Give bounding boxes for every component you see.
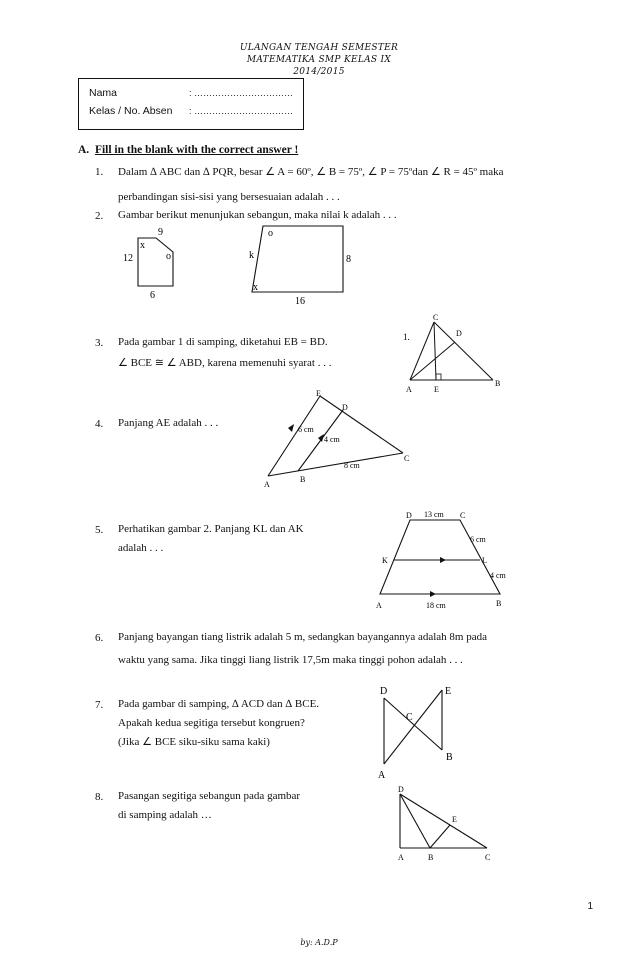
label-ae: 6 cm <box>298 425 314 434</box>
label-16: 16 <box>295 296 305 307</box>
label-top: 9 <box>158 227 163 238</box>
label-E: E <box>434 385 439 394</box>
q4-figure <box>258 388 418 490</box>
header-year: 2014/2015 <box>293 67 345 77</box>
label-B: B <box>495 379 501 388</box>
name-field[interactable]: : …………………………… <box>189 88 294 98</box>
label-B: B <box>428 853 434 862</box>
q6-text <box>118 628 593 670</box>
label-lb: 4 cm <box>490 571 506 580</box>
section-heading <box>78 144 298 156</box>
q4-number: 4. <box>95 418 104 430</box>
label-L: L <box>482 556 487 565</box>
label-E: E <box>452 815 457 824</box>
q2-left-figure <box>118 227 198 301</box>
q7-line: Apakah kedua segitiga tersebut kongruen? <box>118 717 305 729</box>
label-C: C <box>406 712 413 723</box>
q2-right-figure <box>240 222 360 307</box>
label-cl: 6 cm <box>470 535 486 544</box>
section-letter: A. <box>78 144 90 156</box>
label-A: A <box>264 480 270 489</box>
q5-number: 5. <box>95 524 104 536</box>
label-K: K <box>382 556 388 565</box>
label-C: C <box>485 853 491 862</box>
q8-number: 8. <box>95 791 104 803</box>
q8-line: Pasangan segitiga sebangun pada gambar <box>118 790 301 802</box>
label-A: A <box>376 601 382 610</box>
header-title: ULANGAN TENGAH SEMESTER <box>239 43 399 53</box>
label-D: D <box>342 403 348 412</box>
q3-figure <box>398 312 508 400</box>
label-bc: 8 cm <box>344 461 360 470</box>
label-B: B <box>446 752 453 763</box>
q7-figure <box>372 680 472 782</box>
label-E: E <box>316 389 321 398</box>
label-o: o <box>166 251 171 262</box>
identity-box <box>78 78 304 130</box>
label-left: 12 <box>123 253 133 264</box>
label-B: B <box>496 599 502 608</box>
label-bd: 4 cm <box>324 435 340 444</box>
label-k: k <box>249 250 254 261</box>
class-label: Kelas / No. Absen <box>89 105 173 117</box>
label-bottom: 6 <box>150 290 155 301</box>
q1-number: 1. <box>95 166 104 178</box>
q1-line: perbandingan sisi-sisi yang bersesuaian adalah . . . <box>118 191 340 203</box>
q2-number: 2. <box>95 210 104 222</box>
q4-text: Panjang AE adalah . . . <box>118 417 219 429</box>
label-D: D <box>456 329 462 338</box>
q3-line: ∠ BCE ≅ ∠ ABD, karena memenuhi syarat . . . <box>118 357 332 369</box>
name-label: Nama <box>89 87 118 99</box>
footer-author: by: A.D.P <box>300 938 338 947</box>
label-A: A <box>406 385 412 394</box>
q2-text: Gambar berikut menunjukan sebangun, maka nilai k adalah . . . <box>118 209 397 221</box>
label-ab: 18 cm <box>426 601 446 610</box>
q6-line: Panjang bayangan tiang listrik adalah 5 m, sedangkan bayangannya adalah 8m pada <box>118 631 487 643</box>
label-o: o <box>268 228 273 239</box>
label-C: C <box>404 454 410 463</box>
label-D: D <box>406 511 412 520</box>
label-8: 8 <box>346 254 351 265</box>
class-field[interactable]: : …………………………… <box>189 106 294 116</box>
section-title: Fill in the blank with the correct answer ! <box>94 144 299 156</box>
label-E: E <box>445 686 452 697</box>
q7-line: Pada gambar di samping, ∆ ACD dan ∆ BCE. <box>118 698 320 710</box>
q5-line: adalah . . . <box>118 542 164 554</box>
q3-line: Pada gambar 1 di samping, diketahui EB = BD. <box>118 336 328 348</box>
q6-number: 6. <box>95 632 104 644</box>
q7-line: (Jika ∠ BCE siku-siku sama kaki) <box>118 736 270 748</box>
q3-number: 3. <box>95 337 104 349</box>
q8-figure <box>392 786 512 866</box>
q8-line: di samping adalah … <box>118 809 212 821</box>
q1-line: Dalam ∆ ABC dan ∆ PQR, besar ∠ A = 60º, ∠ B = 75º, ∠ P = 75ºdan ∠ R = 45º maka <box>118 166 504 178</box>
q6-line: waktu yang sama. Jika tinggi liang listrik 17,5m maka tinggi pohon adalah . . . <box>118 654 463 666</box>
q1-text <box>118 163 593 207</box>
q7-number: 7. <box>95 699 104 711</box>
label-D: D <box>380 686 388 697</box>
header-subject: MATEMATIKA SMP KELAS IX <box>246 55 392 65</box>
label-x: x <box>140 240 145 251</box>
page-number: 1 <box>587 901 593 912</box>
label-B: B <box>300 475 306 484</box>
q3-text <box>118 333 331 373</box>
label-A: A <box>398 853 404 862</box>
label-dc: 13 cm <box>424 510 444 519</box>
label-C: C <box>433 313 439 322</box>
figure-caption: 1. <box>403 332 410 342</box>
label-D: D <box>398 785 404 794</box>
label-A: A <box>378 770 386 781</box>
q8-text <box>118 787 300 825</box>
label-C: C <box>460 511 466 520</box>
q5-figure <box>372 508 532 613</box>
q5-line: Perhatikan gambar 2. Panjang KL dan AK <box>118 523 304 535</box>
label-x: x <box>253 282 258 293</box>
q7-text <box>118 695 319 752</box>
q5-text <box>118 520 304 558</box>
